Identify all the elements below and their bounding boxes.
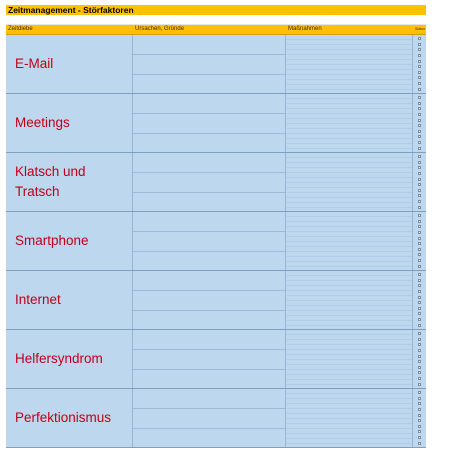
header-massnahmen: Maßnahmen [288, 26, 322, 32]
massnahmen-cell[interactable] [286, 153, 413, 211]
status-checkbox[interactable] [418, 194, 421, 197]
ursachen-cell[interactable] [133, 271, 286, 329]
zeitdieb-label: Helfersyndrom [6, 330, 133, 388]
status-checkbox[interactable] [418, 82, 421, 85]
status-checkbox[interactable] [418, 141, 421, 144]
status-checkbox[interactable] [418, 214, 421, 217]
status-checkbox[interactable] [418, 37, 421, 40]
status-checkbox[interactable] [418, 76, 421, 79]
status-checkbox[interactable] [418, 172, 421, 175]
table-row [6, 212, 426, 271]
status-checkbox[interactable] [418, 265, 421, 268]
table-row [6, 153, 426, 212]
status-checkbox[interactable] [418, 155, 421, 158]
status-checkbox[interactable] [418, 200, 421, 203]
zeitdieb-label: Smartphone [6, 212, 133, 270]
status-checkbox[interactable] [418, 54, 421, 57]
status-checkbox[interactable] [418, 161, 421, 164]
zeitdiebe-table [6, 35, 426, 448]
status-cell [413, 35, 426, 93]
status-checkbox[interactable] [418, 273, 421, 276]
table-row [6, 330, 426, 389]
header-zeitdiebe: Zeitdiebe [8, 26, 33, 32]
status-checkbox[interactable] [418, 43, 421, 46]
status-checkbox[interactable] [418, 206, 421, 209]
status-cell [413, 153, 426, 211]
status-checkbox[interactable] [418, 414, 421, 417]
massnahmen-cell[interactable] [286, 271, 413, 329]
status-checkbox[interactable] [418, 355, 421, 358]
status-checkbox[interactable] [418, 318, 421, 321]
status-checkbox[interactable] [418, 343, 421, 346]
status-checkbox[interactable] [418, 220, 421, 223]
ursachen-cell[interactable] [133, 153, 286, 211]
status-cell [413, 389, 426, 447]
status-checkbox[interactable] [418, 60, 421, 63]
status-checkbox[interactable] [418, 284, 421, 287]
zeitdieb-label: Internet [6, 271, 133, 329]
status-checkbox[interactable] [418, 147, 421, 150]
status-checkbox[interactable] [418, 402, 421, 405]
status-checkbox[interactable] [418, 231, 421, 234]
status-checkbox[interactable] [418, 48, 421, 51]
status-checkbox[interactable] [418, 436, 421, 439]
status-checkbox[interactable] [418, 366, 421, 369]
table-row [6, 271, 426, 330]
status-checkbox[interactable] [418, 391, 421, 394]
zeitdieb-label: Klatsch und Tratsch [6, 153, 133, 211]
status-checkbox[interactable] [418, 397, 421, 400]
status-checkbox[interactable] [418, 65, 421, 68]
status-checkbox[interactable] [418, 324, 421, 327]
status-checkbox[interactable] [418, 312, 421, 315]
status-checkbox[interactable] [418, 371, 421, 374]
spreadsheet [6, 5, 426, 448]
status-checkbox[interactable] [418, 290, 421, 293]
status-checkbox[interactable] [418, 107, 421, 110]
status-cell [413, 271, 426, 329]
ursachen-cell[interactable] [133, 330, 286, 388]
massnahmen-cell[interactable] [286, 35, 413, 93]
status-checkbox[interactable] [418, 166, 421, 169]
status-checkbox[interactable] [418, 338, 421, 341]
massnahmen-cell[interactable] [286, 212, 413, 270]
status-checkbox[interactable] [418, 360, 421, 363]
ursachen-cell[interactable] [133, 94, 286, 152]
status-checkbox[interactable] [418, 178, 421, 181]
status-checkbox[interactable] [418, 113, 421, 116]
status-checkbox[interactable] [418, 383, 421, 386]
header-status: Status [415, 27, 425, 31]
ursachen-cell[interactable] [133, 35, 286, 93]
status-cell [413, 212, 426, 270]
ursachen-cell[interactable] [133, 389, 286, 447]
status-checkbox[interactable] [418, 279, 421, 282]
status-checkbox[interactable] [418, 242, 421, 245]
status-checkbox[interactable] [418, 102, 421, 105]
status-checkbox[interactable] [418, 419, 421, 422]
status-checkbox[interactable] [418, 430, 421, 433]
massnahmen-cell[interactable] [286, 330, 413, 388]
status-checkbox[interactable] [418, 248, 421, 251]
status-checkbox[interactable] [418, 442, 421, 445]
sheet-title: Zeitmanagement - Störfaktoren [6, 5, 426, 15]
status-checkbox[interactable] [418, 130, 421, 133]
table-row [6, 35, 426, 94]
status-checkbox[interactable] [418, 237, 421, 240]
status-checkbox[interactable] [418, 71, 421, 74]
status-checkbox[interactable] [418, 225, 421, 228]
status-checkbox[interactable] [418, 377, 421, 380]
status-checkbox[interactable] [418, 408, 421, 411]
spacer-row [6, 15, 426, 25]
status-checkbox[interactable] [418, 124, 421, 127]
status-checkbox[interactable] [418, 135, 421, 138]
zeitdieb-label: E-Mail [6, 35, 133, 93]
status-cell [413, 94, 426, 152]
header-ursachen: Ursachen, Gründe [135, 26, 185, 32]
massnahmen-cell[interactable] [286, 389, 413, 447]
status-checkbox[interactable] [418, 425, 421, 428]
column-header-row [6, 25, 426, 35]
status-checkbox[interactable] [418, 332, 421, 335]
status-checkbox[interactable] [418, 259, 421, 262]
status-checkbox[interactable] [418, 349, 421, 352]
status-checkbox[interactable] [418, 253, 421, 256]
status-checkbox[interactable] [418, 296, 421, 299]
table-row [6, 389, 426, 448]
status-checkbox[interactable] [418, 301, 421, 304]
zeitdieb-label: Meetings [6, 94, 133, 152]
zeitdieb-label: Perfektionismus [6, 389, 133, 447]
status-checkbox[interactable] [418, 307, 421, 310]
status-checkbox[interactable] [418, 189, 421, 192]
status-checkbox[interactable] [418, 119, 421, 122]
status-cell [413, 330, 426, 388]
table-row [6, 94, 426, 153]
status-checkbox[interactable] [418, 96, 421, 99]
status-checkbox[interactable] [418, 88, 421, 91]
massnahmen-cell[interactable] [286, 94, 413, 152]
ursachen-cell[interactable] [133, 212, 286, 270]
status-checkbox[interactable] [418, 183, 421, 186]
